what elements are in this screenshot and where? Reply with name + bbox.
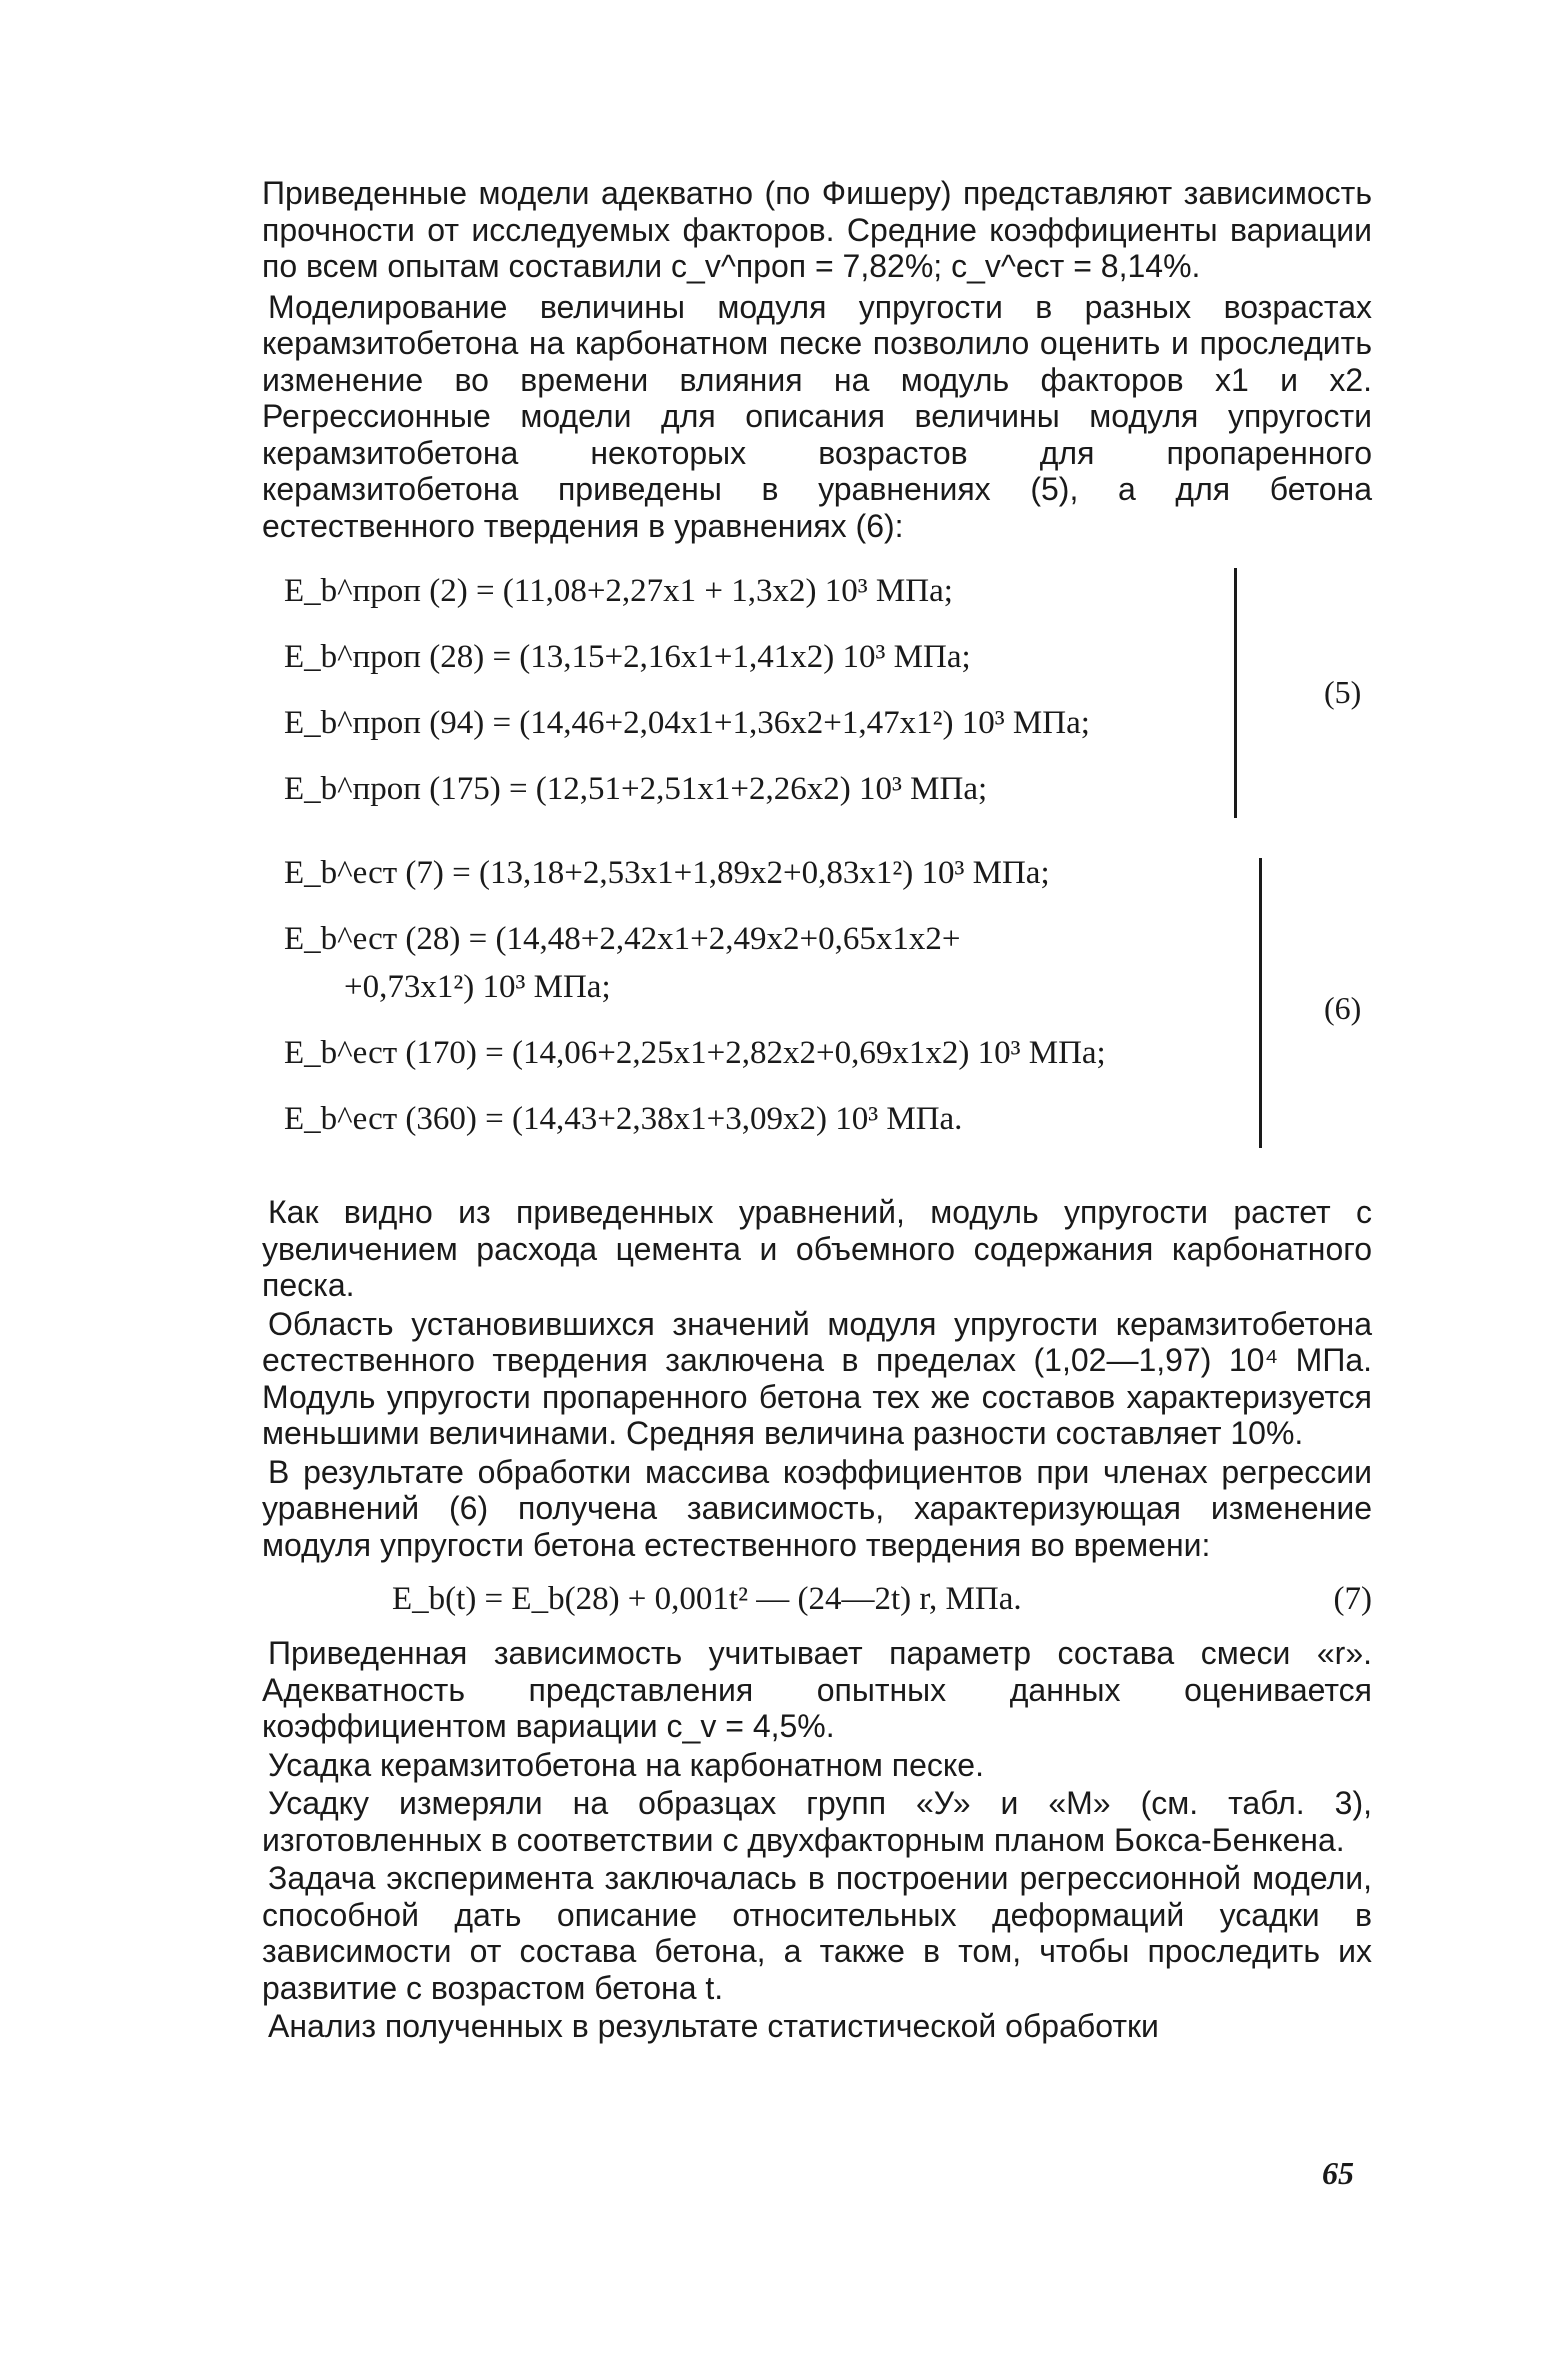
equation-7: [262, 1563, 1372, 1635]
equation-6-line: E_b^ест (7) = (13,18+2,53x1+1,89x2+0,83x1²) 10³ МПа;: [284, 855, 1050, 891]
page-number: 65: [1322, 2155, 1354, 2191]
paragraph-adequacy: Приведенные модели адекватно (по Фишеру) представляют зависимость прочности от исследуемых факторов. Средние коэффициенты вариации по всем опытам составили c_v^проп = 7,82%; c_v^ест = 8,14%.: [262, 175, 1372, 284]
equation-5-line: E_b^проп (2) = (11,08+2,27x1 + 1,3x2) 10³ МПа;: [284, 573, 953, 609]
equation-5-line: E_b^проп (94) = (14,46+2,04x1+1,36x2+1,47x1²) 10³ МПа;: [284, 705, 1090, 741]
equation-6-line: E_b^ест (28) = (14,48+2,42x1+2,49x2+0,65x1x2+: [284, 921, 961, 957]
brace-5: [1234, 568, 1237, 818]
paragraph-regression-processing: В результате обработки массива коэффициентов при членах регрессии уравнений (6) получена зависимость, характеризующая изменение модуля упругости бетона естественного твердения во времени:: [262, 1453, 1372, 1563]
paragraph-shrinkage-heading: Усадка керамзитобетона на карбонатном песке.: [268, 1746, 984, 1783]
paragraph-analysis: Анализ полученных в результате статистической обработки: [268, 2008, 1159, 2044]
equation-number-5: (5): [1324, 674, 1362, 710]
equation-5-line: E_b^проп (175) = (12,51+2,51x1+2,26x2) 10³ МПа;: [284, 771, 988, 807]
paragraph-mix-parameter: Приведенная зависимость учитывает параметр состава смеси «r». Адекватность представления опытных данных оценивается коэффициентом вариации c_v = 4,5%.: [262, 1635, 1372, 1744]
paragraph-steady-values: Область установившихся значений модуля упругости керамзитобетона естественного твердения заключена в пределах (1,02—1,97) 10⁴ МПа. Модуль упругости пропаренного бетона тех же составов характеризуется меньшими величинами. Средняя величина разности составляет 10%.: [262, 1305, 1372, 1451]
equation-6-line: +0,73x1²) 10³ МПа;: [344, 969, 611, 1005]
equation-6-line: E_b^ест (360) = (14,43+2,38x1+3,09x2) 10³ МПа.: [284, 1101, 963, 1137]
equation-6-line: E_b^ест (170) = (14,06+2,25x1+2,82x2+0,69x1x2) 10³ МПа;: [284, 1035, 1106, 1071]
equation-number-6: (6): [1324, 990, 1362, 1026]
brace-6: [1259, 858, 1262, 1148]
equation-group-6: [284, 840, 1372, 1174]
paragraph-shrinkage-samples: Усадку измеряли на образцах групп «У» и «М» (см. табл. 3), изготовленных в соответствии с двухфакторным планом Бокса-Бенкена.: [262, 1785, 1372, 1858]
paragraph-modulus-modeling: Моделирование величины модуля упругости в разных возрастах керамзитобетона на карбонатном песке позволило оценить и проследить изменение во времени влияния на модуль факторов x1 и x2. Регрессионные модели для описания величины модуля упругости керамзитобетона некоторых возрастов для пропаренного керамзитобетона приведены в уравнениях (5), а для бетона естественного твердения в уравнениях (6):: [262, 288, 1372, 544]
paragraph-modulus-growth: Как видно из приведенных уравнений, модуль упругости растет с увеличением расхода цемента и объемного содержания карбонатного песка.: [262, 1194, 1372, 1303]
paragraph-experiment-task: Задача эксперимента заключалась в построении регрессионной модели, способной дать описание относительных деформаций усадки в зависимости от состава бетона, а также в том, чтобы проследить их развитие с возрастом бетона t.: [262, 1860, 1372, 2006]
equation-7-formula: E_b(t) = E_b(28) + 0,001t² — (24—2t) r, МПа.: [392, 1581, 1022, 1617]
equation-group-5: [284, 558, 1372, 830]
document-page: [262, 175, 1372, 2045]
equation-number-7: (7): [1333, 1581, 1372, 1617]
equation-5-line: E_b^проп (28) = (13,15+2,16x1+1,41x2) 10³ МПа;: [284, 639, 971, 675]
